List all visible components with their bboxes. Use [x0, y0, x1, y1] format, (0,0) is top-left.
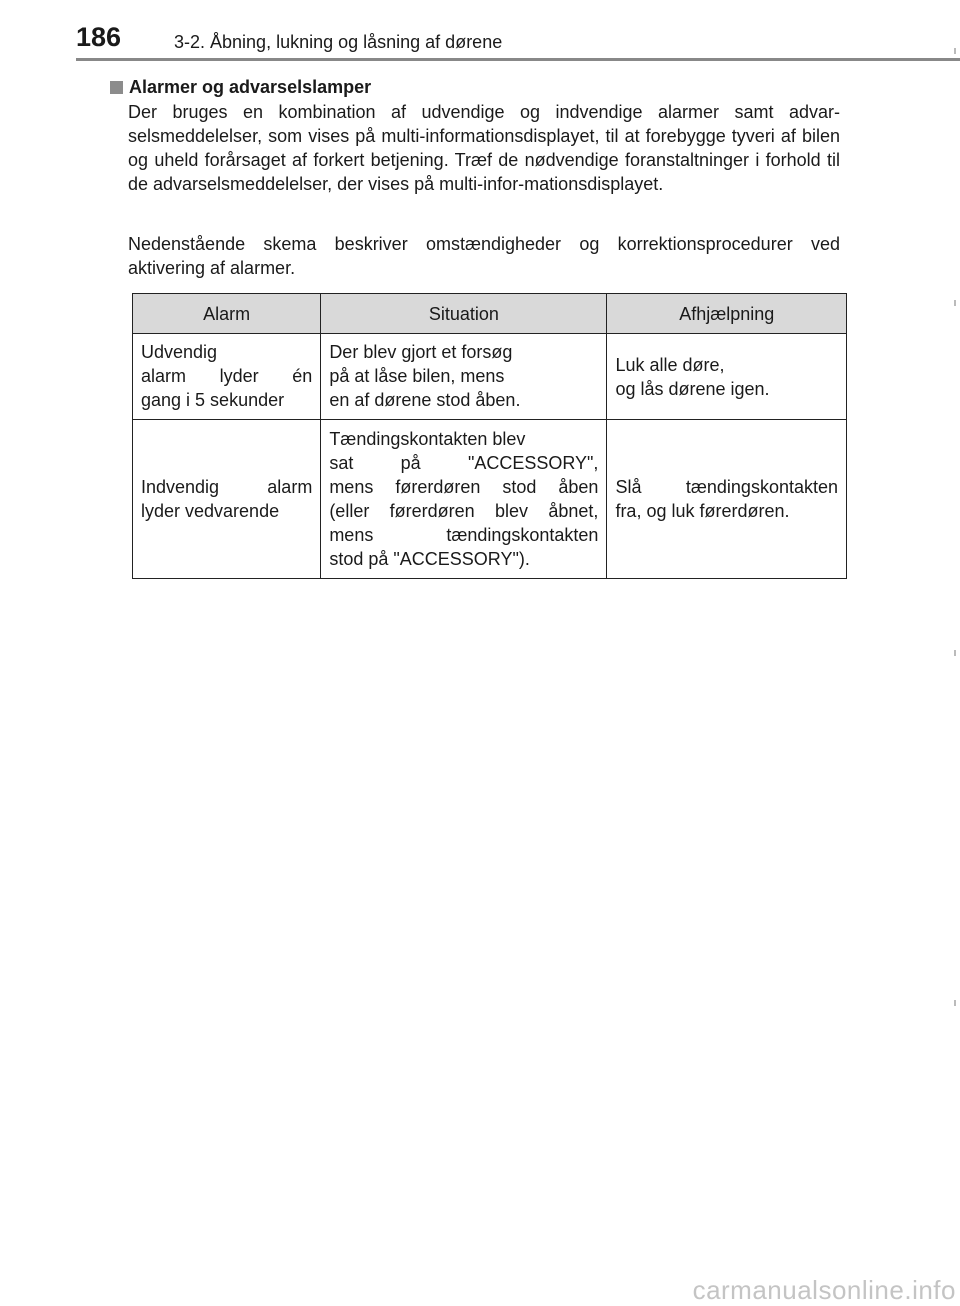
- cell-line: lyder vedvarende: [141, 501, 280, 521]
- cell-line: mens tændingskontakten: [329, 525, 599, 545]
- cell-line: mens førerdøren stod åben: [329, 477, 599, 497]
- table-row: [133, 334, 847, 420]
- section-heading-text: Alarmer og advarselslamper: [129, 77, 372, 97]
- cell-line: (eller førerdøren blev åbnet,: [329, 501, 599, 521]
- cell-line: alarm lyder én: [141, 366, 313, 386]
- cell-line: en af dørene stod åben.: [329, 390, 521, 410]
- cell-alarm: [133, 420, 321, 579]
- edge-mark: [954, 300, 956, 306]
- table-intro-paragraph: Nedenstående skema beskriver omstændigheder og korrektionsprocedurer ved aktivering af alarmer.: [128, 234, 840, 278]
- table-header-row: [133, 294, 847, 334]
- table-row: [133, 420, 847, 579]
- cell-line: stod på "ACCESSORY").: [329, 549, 530, 569]
- edge-mark: [954, 650, 956, 656]
- cell-line: sat på "ACCESSORY",: [329, 453, 599, 473]
- page-number: 186: [76, 22, 122, 52]
- square-bullet-icon: [110, 81, 123, 94]
- cell-line: Luk alle døre,: [615, 354, 725, 375]
- cell-line: på at låse bilen, mens: [329, 366, 505, 386]
- cell-remedy: [607, 334, 847, 420]
- cell-line: Der blev gjort et forsøg: [329, 342, 513, 362]
- section-heading: [110, 77, 371, 98]
- edge-mark: [954, 48, 956, 54]
- cell-line: Indvendig alarm: [141, 477, 313, 497]
- intro-paragraph: Der bruges en kombination af udvendige og indvendige alarmer samt advar-selsmeddelelser, som vises på multi-informationsdisplayet, til at forebygge tyveri af bilen og uheld forårsaget af forkert betjening. Træf de nødvendige foranstaltninger i forhold til de advarselsmeddelelser, der vises på multi-infor-mationsdisplayet.: [128, 102, 840, 194]
- header-situation: Situation: [321, 294, 607, 334]
- header-divider: [76, 58, 960, 61]
- cell-situation: [321, 334, 607, 420]
- chapter-title: 3-2. Åbning, lukning og låsning af dørene: [174, 32, 503, 52]
- cell-line: fra, og luk førerdøren.: [615, 501, 790, 521]
- alarm-table: [132, 293, 847, 579]
- edge-mark: [954, 1000, 956, 1006]
- cell-line: og lås dørene igen.: [615, 378, 770, 399]
- cell-line: Slå tændingskontakten: [615, 477, 838, 497]
- header-remedy: Afhjælpning: [607, 294, 847, 334]
- cell-line: Tændingskontakten blev: [329, 429, 526, 449]
- cell-remedy: [607, 420, 847, 579]
- cell-line: Udvendig: [141, 342, 218, 362]
- cell-situation: [321, 420, 607, 579]
- watermark: carmanualsonline.info: [692, 1275, 956, 1305]
- cell-alarm: [133, 334, 321, 420]
- header-alarm: Alarm: [133, 294, 321, 334]
- cell-line: gang i 5 sekunder: [141, 390, 285, 410]
